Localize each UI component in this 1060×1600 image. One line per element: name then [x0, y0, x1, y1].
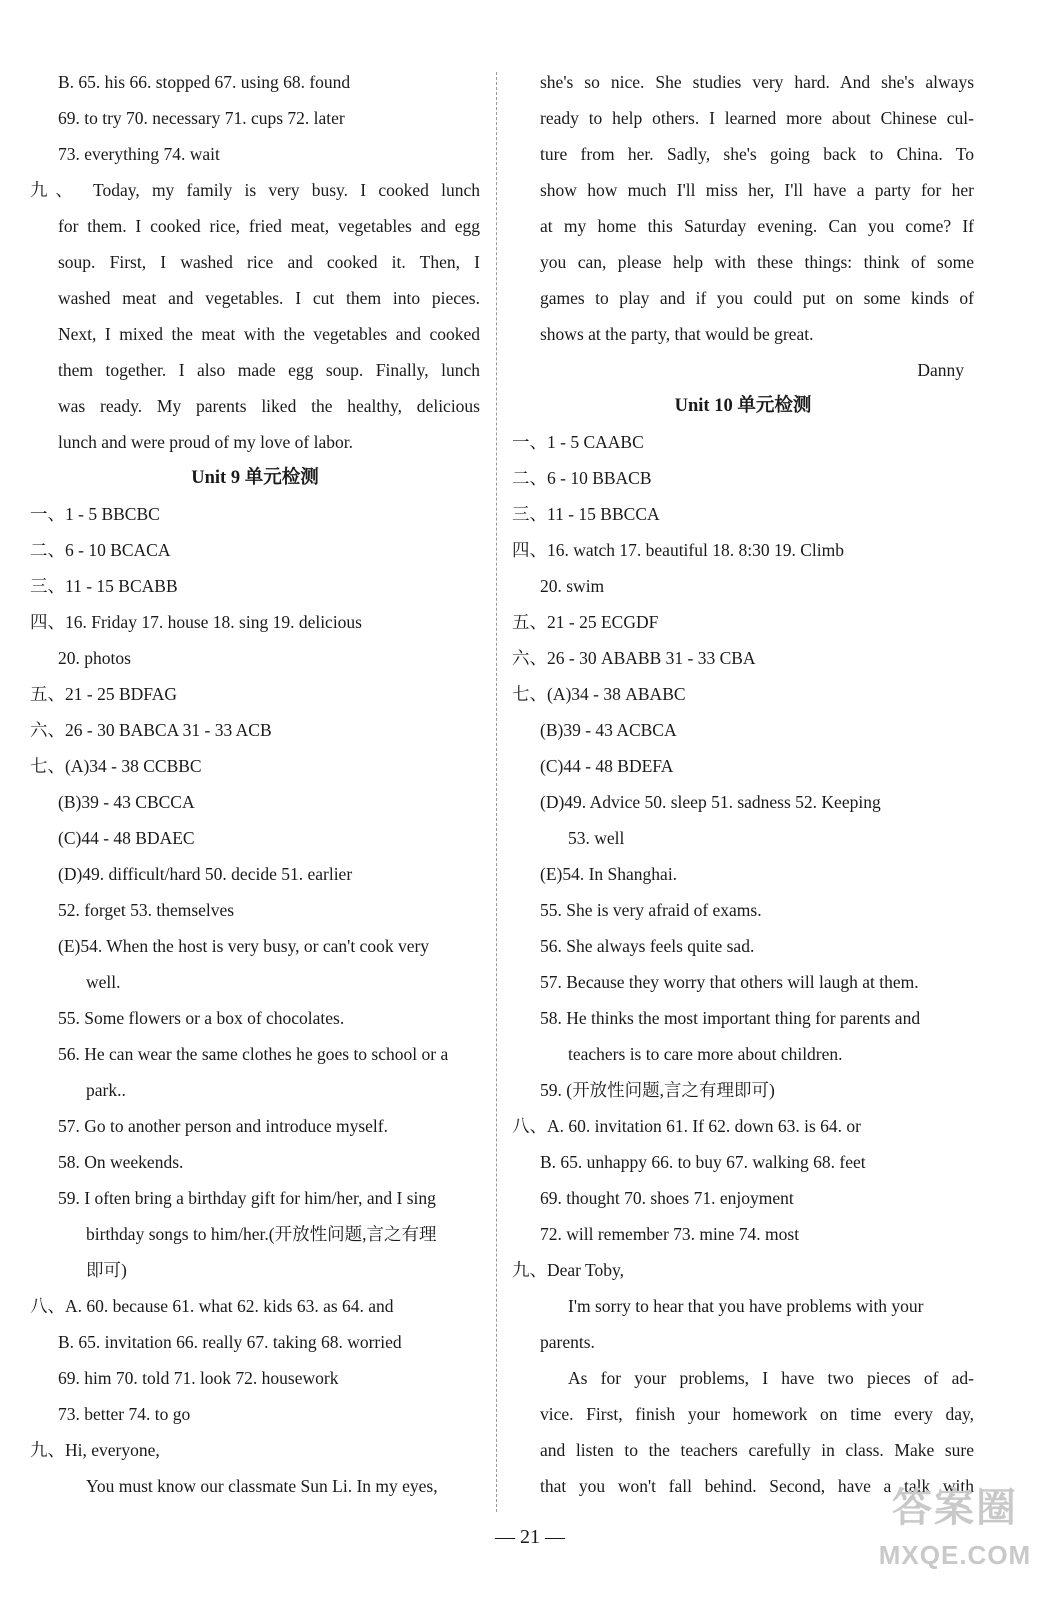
text-line: 55. She is very afraid of exams. — [540, 900, 762, 920]
text-line: 58. He thinks the most important thing for parents and — [540, 1008, 921, 1028]
text-line: 57. Because they worry that others will laugh at them. — [540, 972, 919, 992]
text-line: 20. swim — [540, 576, 605, 596]
text-line: (C)44 - 48 BDAEC — [58, 828, 195, 848]
text-line: 二、6 - 10 BCACA — [30, 540, 171, 560]
text-line: 九、 Today, my family is very busy. I cooked lunch — [30, 180, 480, 200]
text-line: 56. He can wear the same clothes he goes to school or a — [58, 1044, 449, 1064]
section-heading: Unit 10 单元检测 — [674, 396, 812, 416]
text-line: 69. him 70. told 71. look 72. housework — [58, 1368, 339, 1388]
text-line: B. 65. invitation 66. really 67. taking 68. worried — [58, 1332, 402, 1352]
text-line: 73. better 74. to go — [58, 1404, 191, 1424]
text-line: ready to help others. I learned more about Chinese cul- — [540, 108, 974, 128]
text-line: at my home this Saturday evening. Can you come? If — [540, 216, 974, 236]
text-line: 53. well — [568, 828, 625, 848]
text-line: and listen to the teachers carefully in class. Make sure — [540, 1440, 974, 1460]
text-line: B. 65. his 66. stopped 67. using 68. found — [58, 72, 351, 92]
text-line: 八、A. 60. because 61. what 62. kids 63. as 64. and — [30, 1296, 394, 1316]
watermark-text: 答案圈 — [892, 1486, 1018, 1530]
text-line: (E)54. When the host is very busy, or can't cook very — [58, 936, 430, 956]
text-line: 二、6 - 10 BBACB — [512, 468, 652, 488]
text-line: well. — [86, 972, 121, 992]
text-line: B. 65. unhappy 66. to buy 67. walking 68. feet — [540, 1152, 866, 1172]
text-line: 三、11 - 15 BCABB — [30, 576, 178, 596]
text-line: 四、16. watch 17. beautiful 18. 8:30 19. Climb — [512, 540, 844, 560]
text-line: Next, I mixed the meat with the vegetables and cooked — [58, 324, 480, 344]
text-line: washed meat and vegetables. I cut them into pieces. — [58, 288, 480, 308]
text-line: (E)54. In Shanghai. — [540, 864, 678, 884]
text-line: I'm sorry to hear that you have problems with your — [568, 1296, 924, 1316]
text-line: 69. to try 70. necessary 71. cups 72. later — [58, 108, 345, 128]
right-column — [512, 64, 974, 1504]
text-line: 五、21 - 25 BDFAG — [30, 684, 177, 704]
text-line: for them. I cooked rice, fried meat, vegetables and egg — [58, 216, 480, 236]
text-line: 七、(A)34 - 38 CCBBC — [30, 756, 202, 776]
text-line: 八、A. 60. invitation 61. If 62. down 63. is 64. or — [512, 1116, 862, 1136]
watermark-url: MXQE.COM — [878, 1540, 1032, 1570]
text-line: 69. thought 70. shoes 71. enjoyment — [540, 1188, 794, 1208]
column-divider — [496, 72, 497, 1512]
text-line: You must know our classmate Sun Li. In my eyes, — [86, 1476, 438, 1496]
text-line: (B)39 - 43 CBCCA — [58, 792, 195, 812]
text-line: ture from her. Sadly, she's going back to China. To — [540, 144, 974, 164]
text-line: (D)49. difficult/hard 50. decide 51. earlier — [58, 864, 353, 884]
text-line: 57. Go to another person and introduce myself. — [58, 1116, 388, 1136]
text-line: teachers is to care more about children. — [568, 1044, 843, 1064]
text-line: As for your problems, I have two pieces of ad- — [568, 1368, 974, 1388]
watermark-logo — [860, 1478, 1050, 1590]
text-line: games to play and if you could put on some kinds of — [540, 288, 974, 308]
text-line: 56. She always feels quite sad. — [540, 936, 755, 956]
left-column — [30, 64, 480, 1504]
text-line: (D)49. Advice 50. sleep 51. sadness 52. Keeping — [540, 792, 881, 812]
text-line: 55. Some flowers or a box of chocolates. — [58, 1008, 345, 1028]
text-line: them together. I also made egg soup. Finally, lunch — [58, 360, 480, 380]
text-line: 六、26 - 30 ABABB 31 - 33 CBA — [512, 648, 756, 668]
text-line: parents. — [540, 1332, 595, 1352]
text-line: 九、Hi, everyone, — [30, 1440, 160, 1460]
text-line: was ready. My parents liked the healthy, delicious — [58, 396, 480, 416]
text-line: 七、(A)34 - 38 ABABC — [512, 684, 686, 704]
text-line: (B)39 - 43 ACBCA — [540, 720, 677, 740]
text-line: 三、11 - 15 BBCCA — [512, 504, 660, 524]
text-line: shows at the party, that would be great. — [540, 324, 814, 344]
text-line: birthday songs to him/her.(开放性问题,言之有理 — [86, 1224, 437, 1244]
text-line: lunch and were proud of my love of labor. — [58, 432, 353, 452]
text-line: soup. First, I washed rice and cooked it. Then, I — [58, 252, 480, 272]
text-line: vice. First, finish your homework on time every day, — [540, 1404, 974, 1424]
text-line: Danny — [917, 360, 964, 380]
text-line: 九、Dear Toby, — [512, 1260, 625, 1280]
text-line: 六、26 - 30 BABCA 31 - 33 ACB — [30, 720, 272, 740]
text-line: park.. — [86, 1080, 126, 1100]
text-line: 四、16. Friday 17. house 18. sing 19. delicious — [30, 612, 362, 632]
text-line: she's so nice. She studies very hard. And she's always — [540, 72, 974, 92]
text-line: (C)44 - 48 BDEFA — [540, 756, 674, 776]
text-line: 59. (开放性问题,言之有理即可) — [540, 1080, 775, 1100]
text-line: 一、1 - 5 BBCBC — [30, 504, 160, 524]
text-line: show how much I'll miss her, I'll have a party for her — [540, 180, 974, 200]
text-line: 72. will remember 73. mine 74. most — [540, 1224, 800, 1244]
text-line: 一、1 - 5 CAABC — [512, 432, 644, 452]
text-line: 59. I often bring a birthday gift for him/her, and I sing — [58, 1188, 436, 1208]
text-line: 即可) — [86, 1260, 127, 1280]
text-line: 52. forget 53. themselves — [58, 900, 235, 920]
text-line: 20. photos — [58, 648, 131, 668]
text-line: 58. On weekends. — [58, 1152, 184, 1172]
text-line: 73. everything 74. wait — [58, 144, 220, 164]
text-line: 五、21 - 25 ECGDF — [512, 612, 659, 632]
page-number: — 21 — — [495, 1526, 565, 1548]
text-line: that you won't fall behind. Second, have a talk with — [540, 1476, 974, 1496]
section-heading: Unit 9 单元检测 — [191, 468, 319, 488]
text-line: you can, please help with these things: think of some — [540, 252, 974, 272]
